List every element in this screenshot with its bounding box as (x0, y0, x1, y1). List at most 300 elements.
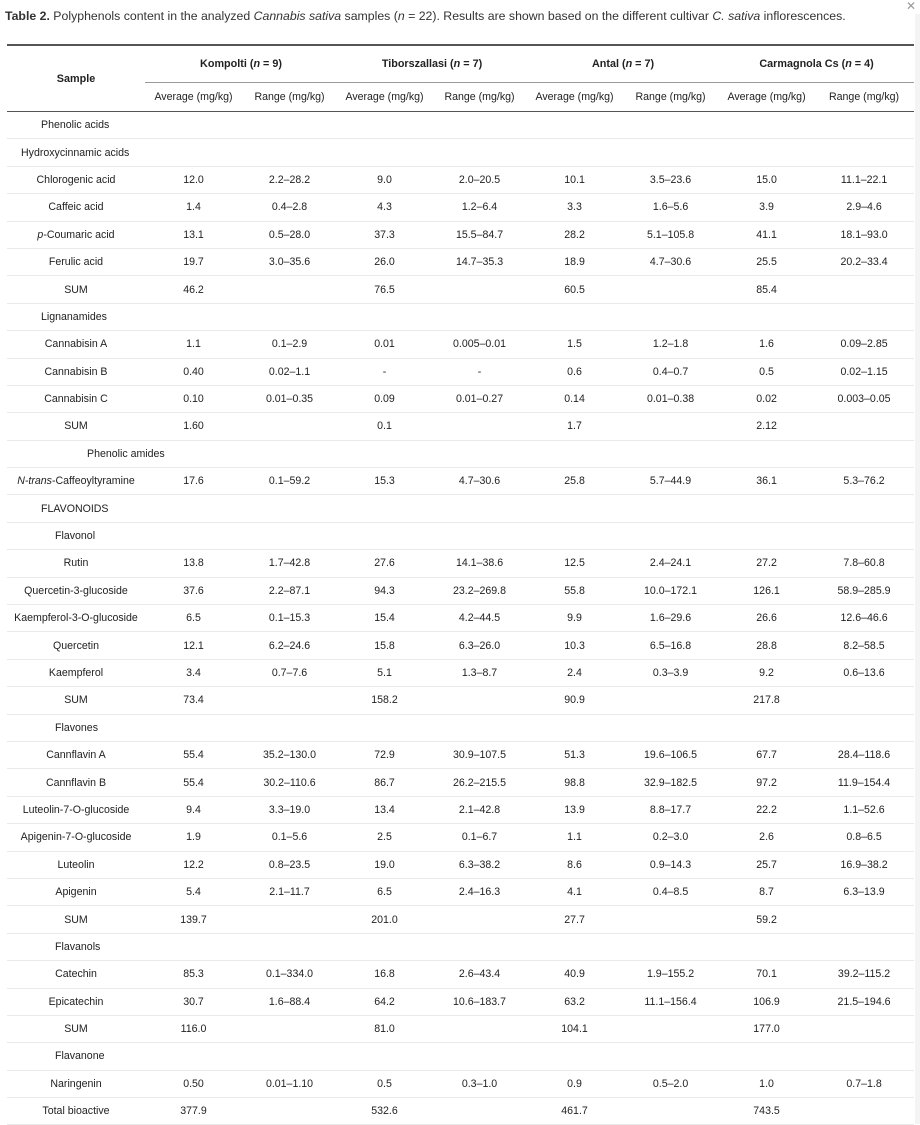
average-cell: 461.7 (561, 1105, 588, 1118)
table-row (7, 659, 914, 686)
row-label (7, 906, 145, 933)
range-cell: 1.3–8.7 (461, 667, 498, 679)
average-cell: 76.5 (374, 283, 395, 296)
section-label: FLAVONOIDS (41, 502, 109, 515)
average-cell: 6.5 (377, 886, 392, 899)
empty-cell (814, 440, 914, 467)
range-cell: 0.1–6.7 (461, 831, 498, 844)
empty-cell (432, 112, 527, 139)
range-cell: 0.5–28.0 (268, 228, 311, 241)
average-cell: 0.01 (374, 338, 395, 351)
range-cell: 0.5–2.0 (652, 1077, 689, 1090)
range-cell: 0.02–1.1 (268, 365, 311, 378)
average-cell: 85.4 (756, 283, 777, 296)
empty-cell (719, 139, 814, 166)
row-label-text: SUM (64, 694, 88, 707)
average-cell: 18.9 (564, 256, 585, 269)
empty-cell (622, 714, 719, 741)
table-row (7, 769, 914, 796)
range-cell: 0.01–0.38 (646, 393, 695, 406)
table-row (7, 605, 914, 632)
range-cell: 11.9–154.4 (837, 776, 891, 789)
range-cell: 1.7–42.8 (268, 557, 311, 570)
range-cell: 0.3–1.0 (461, 1077, 498, 1090)
average-cell: 0.5 (759, 365, 774, 378)
average-cell: 97.2 (756, 776, 777, 789)
empty-cell (527, 714, 622, 741)
average-cell: 1.5 (567, 338, 582, 351)
average-cell: 94.3 (374, 584, 395, 597)
row-label (7, 741, 145, 768)
average-cell: 86.7 (374, 776, 395, 789)
empty-cell (527, 522, 622, 549)
row-label-text: Ferulic acid (48, 256, 104, 269)
range-cell: 2.4–16.3 (458, 886, 501, 899)
empty-cell (814, 303, 914, 330)
average-cell: 46.2 (183, 283, 204, 296)
range-cell: 23.2–269.8 (453, 584, 507, 597)
range-cell: 14.1–38.6 (455, 557, 504, 570)
range-cell: 7.8–60.8 (843, 557, 885, 570)
range-cell (814, 1015, 914, 1042)
range-cell: 35.2–130.0 (262, 749, 317, 762)
average-cell: 217.8 (753, 694, 780, 707)
average-cell: 12.0 (183, 173, 204, 186)
row-label (7, 413, 145, 440)
range-cell: 6.3–13.9 (843, 886, 885, 899)
polyphenols-table (7, 44, 914, 1125)
row-label-text: -Coumaric acid (43, 228, 115, 241)
caption-text: Polyphenols content in the analyzed (49, 9, 254, 23)
row-label (7, 687, 145, 714)
table-body (7, 112, 914, 1125)
range-cell (432, 1015, 527, 1042)
average-cell: 2.6 (759, 831, 774, 844)
average-cell: 67.7 (756, 749, 777, 762)
section-label: Flavonol (55, 530, 96, 543)
empty-cell (527, 1043, 622, 1070)
range-cell: 2.6–43.4 (458, 968, 501, 981)
range-cell: 0.1–2.9 (271, 338, 308, 351)
row-label (7, 988, 145, 1015)
empty-cell (622, 303, 719, 330)
empty-cell (432, 495, 527, 522)
section-row (7, 112, 914, 139)
section-label: Hydroxycinnamic acids (21, 146, 130, 159)
table-row (7, 413, 914, 440)
average-cell: 13.1 (183, 228, 204, 241)
average-cell: 60.5 (564, 283, 585, 296)
empty-cell (242, 139, 337, 166)
header-group-tiborszallasi: Tiborszallasi (n = 7) (337, 45, 527, 83)
row-label-text: Luteolin-7-O-glucoside (22, 803, 130, 816)
range-cell (242, 413, 337, 440)
table-row (7, 331, 914, 358)
header-average: Average (mg/kg) (345, 91, 424, 103)
range-cell: 0.1–59.2 (268, 475, 311, 488)
empty-cell (432, 714, 527, 741)
range-cell: 0.6–13.6 (843, 667, 885, 679)
range-cell (432, 1098, 527, 1125)
range-cell: 18.1–93.0 (840, 228, 888, 241)
average-cell: 0.9 (567, 1077, 582, 1090)
range-cell: 20.2–33.4 (840, 256, 888, 269)
caption-text: = 22). Results are shown based on the different cultivar (404, 9, 713, 23)
row-label-text: Cannabisin C (44, 393, 108, 406)
average-cell: 0.10 (183, 393, 204, 406)
range-cell (242, 906, 337, 933)
section-row (7, 714, 914, 741)
average-cell: 0.1 (377, 420, 392, 433)
range-cell: 11.1–22.1 (840, 173, 888, 186)
empty-cell (432, 440, 527, 467)
caption-text: inflorescences. (760, 9, 846, 23)
average-cell: 0.14 (564, 393, 585, 406)
range-cell: 0.1–5.6 (271, 831, 308, 844)
range-cell: 2.2–87.1 (268, 584, 311, 597)
section-label: Phenolic acids (41, 119, 110, 132)
range-cell (432, 276, 527, 303)
header-sample: Sample (56, 72, 96, 85)
average-cell: 126.1 (753, 584, 780, 597)
average-cell: 27.7 (564, 913, 585, 926)
range-cell: 16.9–38.2 (840, 858, 888, 871)
average-cell: 98.8 (564, 776, 585, 789)
row-label-text: SUM (64, 283, 88, 296)
header-group-carmagnola: Carmagnola Cs (n = 4) (719, 45, 914, 83)
row-label (7, 221, 145, 248)
range-cell: 15.5–84.7 (455, 228, 504, 241)
section-label: Flavanols (55, 940, 101, 953)
row-label-prefix: N-trans (17, 475, 52, 488)
average-cell: 9.9 (567, 612, 582, 625)
average-cell: 0.6 (567, 365, 582, 378)
row-label-text: Epicatechin (48, 995, 104, 1008)
average-cell: 5.1 (377, 667, 392, 679)
range-cell: 0.01–0.35 (265, 393, 314, 406)
average-cell: 9.4 (186, 803, 201, 816)
average-cell: 9.2 (759, 667, 774, 679)
average-cell: 1.1 (567, 831, 582, 844)
range-cell: 0.8–23.5 (268, 858, 311, 871)
average-cell: 37.3 (374, 228, 395, 241)
range-cell: 1.6–29.6 (649, 612, 692, 625)
table-row (7, 468, 914, 495)
average-cell: 55.8 (564, 584, 585, 597)
range-cell: 30.9–107.5 (453, 749, 507, 762)
row-label (7, 550, 145, 577)
table-row (7, 878, 914, 905)
average-cell: 27.6 (374, 557, 395, 570)
average-cell: 15.3 (374, 475, 395, 488)
section-row (7, 303, 914, 330)
row-label-text: Quercetin (53, 639, 99, 652)
empty-cell (337, 495, 432, 522)
empty-cell (622, 495, 719, 522)
range-cell: 0.01–1.10 (265, 1077, 314, 1090)
range-cell: 4.2–44.5 (458, 612, 501, 625)
empty-cell (145, 1043, 242, 1070)
average-cell: 0.02 (756, 393, 777, 406)
caption-text: samples ( (341, 9, 398, 23)
range-cell: 0.4–0.7 (652, 365, 689, 378)
empty-cell (814, 139, 914, 166)
average-cell: 26.6 (756, 612, 777, 625)
empty-cell (622, 440, 719, 467)
range-cell: 4.7–30.6 (649, 256, 692, 269)
range-cell: 0.4–8.5 (652, 886, 689, 899)
range-cell: 14.7–35.3 (455, 256, 504, 269)
range-cell: 0.9–14.3 (649, 858, 692, 871)
range-cell: 0.4–2.8 (271, 201, 308, 214)
range-cell: 21.5–194.6 (837, 995, 891, 1008)
average-cell: 26.0 (374, 256, 395, 269)
average-cell: 3.3 (567, 201, 582, 214)
range-cell: 1.2–1.8 (652, 338, 689, 351)
row-label-text: Quercetin-3-glucoside (24, 584, 128, 597)
average-cell: 104.1 (561, 1023, 588, 1036)
empty-cell (337, 933, 432, 960)
empty-cell (527, 112, 622, 139)
empty-cell (432, 303, 527, 330)
average-cell: 59.2 (756, 913, 777, 926)
average-cell: 8.7 (759, 886, 774, 899)
average-cell: 1.6 (759, 338, 774, 351)
range-cell (432, 687, 527, 714)
average-cell: 40.9 (564, 968, 585, 981)
range-cell: 11.1–156.4 (644, 995, 697, 1008)
average-cell: 2.5 (377, 831, 392, 844)
empty-cell (242, 522, 337, 549)
range-cell: - (477, 365, 482, 378)
row-label-text: Kaempferol-3-O-glucoside (14, 612, 138, 625)
average-cell: 36.1 (756, 475, 777, 488)
empty-cell (242, 714, 337, 741)
range-cell: 3.3–19.0 (268, 803, 311, 816)
table-row (7, 577, 914, 604)
range-cell: 30.2–110.6 (263, 776, 316, 789)
range-cell: 0.003–0.05 (837, 393, 891, 406)
table-row (7, 1098, 914, 1125)
row-label (7, 659, 145, 686)
range-cell: 6.3–26.0 (458, 639, 501, 652)
close-icon[interactable]: ✕ (905, 0, 916, 13)
range-cell (622, 276, 719, 303)
empty-cell (432, 139, 527, 166)
header-range: Range (mg/kg) (254, 91, 325, 103)
range-cell (242, 1015, 337, 1042)
range-cell: 6.5–16.8 (649, 639, 692, 652)
table-row (7, 385, 914, 412)
row-label-text: Apigenin-7-O-glucoside (20, 831, 132, 844)
range-cell (622, 1098, 719, 1125)
row-label-text: Catechin (55, 968, 97, 981)
average-cell: 106.9 (753, 995, 780, 1008)
header-group-kompolti: Kompolti (n = 9) (145, 45, 337, 83)
empty-cell (719, 522, 814, 549)
average-cell: 72.9 (374, 749, 395, 762)
empty-cell (622, 1043, 719, 1070)
empty-cell (719, 495, 814, 522)
row-label-text: SUM (64, 913, 88, 926)
caption-n: n (397, 9, 405, 23)
empty-cell (432, 522, 527, 549)
empty-cell (527, 933, 622, 960)
row-label (7, 878, 145, 905)
average-cell: 532.6 (371, 1105, 398, 1118)
empty-cell (242, 933, 337, 960)
average-cell: - (382, 365, 387, 378)
empty-cell (242, 1043, 337, 1070)
range-cell (814, 276, 914, 303)
average-cell: 70.1 (756, 968, 777, 981)
section-row (7, 495, 914, 522)
range-cell: 2.1–42.8 (458, 803, 501, 816)
empty-cell (145, 522, 242, 549)
empty-cell (145, 495, 242, 522)
range-cell: 2.9–4.6 (846, 201, 882, 214)
average-cell: 12.1 (183, 639, 204, 652)
range-cell: 3.0–35.6 (268, 256, 311, 269)
average-cell: 1.9 (186, 831, 201, 844)
row-label (7, 331, 145, 358)
caption-cultivar: C. sativa (712, 9, 761, 23)
range-cell (814, 906, 914, 933)
table-row (7, 961, 914, 988)
row-label-text: SUM (64, 420, 88, 433)
average-cell: 0.50 (183, 1077, 204, 1090)
range-cell: 5.1–105.8 (646, 228, 695, 241)
row-label (7, 385, 145, 412)
caption-species: Cannabis sativa (253, 9, 342, 23)
table-row (7, 221, 914, 248)
empty-cell (337, 112, 432, 139)
row-label (7, 796, 145, 823)
average-cell: 63.2 (564, 995, 585, 1008)
empty-cell (527, 495, 622, 522)
row-label (7, 276, 145, 303)
empty-cell (527, 440, 622, 467)
average-cell: 30.7 (183, 995, 204, 1008)
average-cell: 28.2 (564, 228, 585, 241)
average-cell: 27.2 (756, 557, 777, 570)
average-cell: 2.12 (756, 420, 777, 433)
average-cell: 19.0 (374, 858, 395, 871)
average-cell: 9.0 (377, 173, 392, 186)
section-label: Phenolic amides (87, 447, 165, 460)
table-row (7, 988, 914, 1015)
empty-cell (337, 139, 432, 166)
range-cell: 0.1–15.3 (268, 612, 311, 625)
average-cell: 6.5 (186, 612, 201, 625)
empty-cell (527, 139, 622, 166)
empty-cell (622, 933, 719, 960)
range-cell (622, 906, 719, 933)
empty-cell (622, 522, 719, 549)
range-cell (814, 413, 914, 440)
row-label-text: Naringenin (50, 1077, 102, 1090)
range-cell: 0.7–1.8 (846, 1077, 882, 1090)
row-label (7, 1015, 145, 1042)
section-label: Flavones (55, 721, 98, 734)
row-label-text: Cannflavin B (45, 776, 107, 789)
row-label-text: Cannflavin A (46, 749, 106, 762)
range-cell: 2.4–24.1 (649, 557, 692, 570)
range-cell (622, 413, 719, 440)
average-cell: 139.7 (180, 913, 207, 926)
average-cell: 1.1 (186, 338, 201, 351)
range-cell: 6.3–38.2 (458, 858, 501, 871)
average-cell: 0.09 (374, 393, 395, 406)
table-row (7, 1015, 914, 1042)
empty-cell (719, 1043, 814, 1070)
average-cell: 55.4 (183, 749, 204, 762)
range-cell: 26.2–215.5 (453, 776, 507, 789)
section-label: Lignanamides (41, 310, 107, 323)
average-cell: 10.1 (564, 173, 585, 186)
scrollbar[interactable] (915, 14, 920, 1124)
range-cell: 32.9–182.5 (644, 776, 698, 789)
empty-cell (719, 440, 814, 467)
row-label (7, 248, 145, 275)
empty-cell (145, 303, 242, 330)
average-cell: 1.0 (759, 1077, 774, 1090)
header-range: Range (mg/kg) (635, 91, 706, 103)
empty-cell (337, 1043, 432, 1070)
table-row (7, 550, 914, 577)
range-cell: 28.4–118.6 (837, 749, 891, 762)
row-label (7, 605, 145, 632)
empty-cell (814, 1043, 914, 1070)
empty-cell (719, 714, 814, 741)
header-group-antal: Antal (n = 7) (527, 45, 719, 83)
empty-cell (337, 522, 432, 549)
row-label-prefix: p (37, 228, 44, 241)
row-label (7, 468, 145, 495)
range-cell: 8.8–17.7 (649, 803, 692, 816)
table-row (7, 632, 914, 659)
empty-cell (622, 112, 719, 139)
average-cell: 4.1 (567, 886, 582, 899)
row-label-text: Total bioactive (42, 1105, 110, 1118)
range-cell: 2.1–11.7 (269, 886, 310, 899)
table-row (7, 166, 914, 193)
average-cell: 743.5 (753, 1105, 780, 1118)
table-label: Table 2. (5, 9, 50, 23)
average-cell: 0.5 (377, 1077, 392, 1090)
table-row (7, 194, 914, 221)
range-cell: 5.7–44.9 (649, 475, 692, 488)
row-label-text: Caffeic acid (48, 201, 104, 214)
empty-cell (337, 303, 432, 330)
range-cell: 0.2–3.0 (652, 831, 689, 844)
empty-cell (432, 1043, 527, 1070)
average-cell: 177.0 (753, 1023, 780, 1036)
average-cell: 1.7 (567, 420, 582, 433)
row-label-text: Cannabisin A (44, 338, 108, 351)
table-row (7, 824, 914, 851)
empty-cell (242, 440, 337, 467)
empty-cell (242, 495, 337, 522)
range-cell (432, 906, 527, 933)
table-row (7, 687, 914, 714)
average-cell: 85.3 (183, 968, 204, 981)
empty-cell (527, 303, 622, 330)
row-label (7, 769, 145, 796)
range-cell: 3.5–23.6 (649, 173, 692, 186)
row-label (7, 824, 145, 851)
average-cell: 25.8 (564, 475, 585, 488)
